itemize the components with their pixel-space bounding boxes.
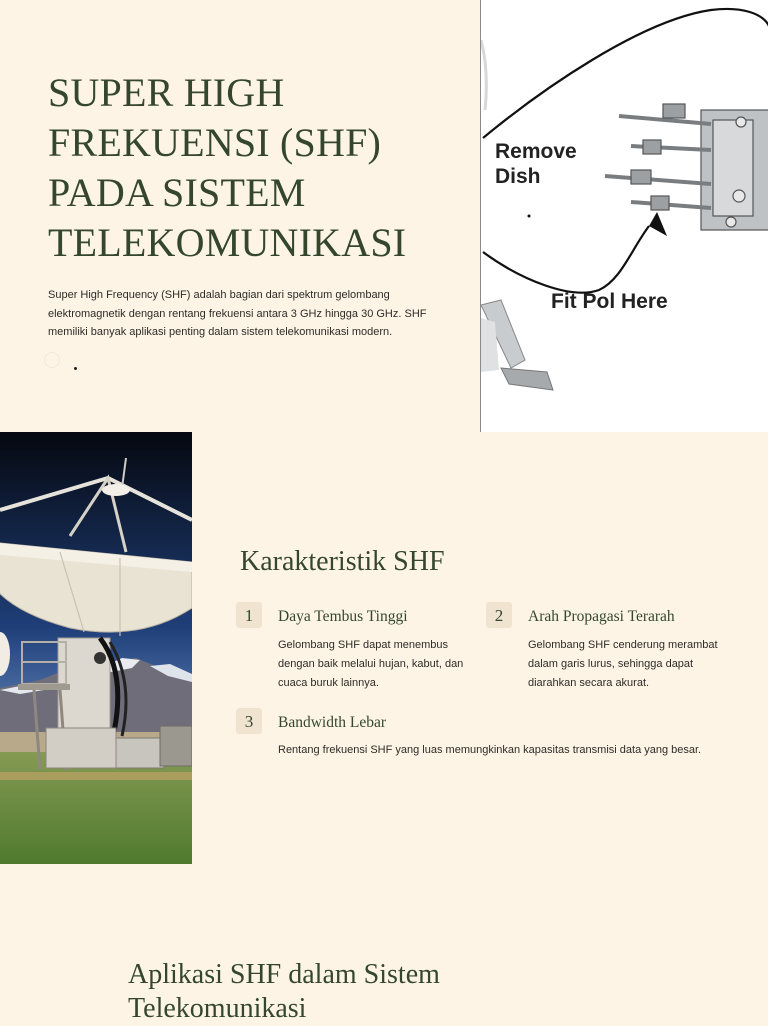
page-title [48,68,458,268]
fit-pol-label: Fit Pol Here [551,290,668,313]
title-line: TELEKOMUNIKASI [48,220,407,265]
heading-line: Telekomunikasi [128,993,307,1024]
feature-number-badge: 3 [236,708,262,734]
feature-title: Daya Tembus Tinggi [278,608,408,625]
dish-mount-drawing [481,0,768,432]
title-line: SUPER HIGH [48,70,285,115]
satellite-antenna-photo [0,432,192,864]
feature-description: Gelombang SHF cenderung merambat dalam garis lurus, sehingga dapat diarahkan secara akurat. [528,639,718,689]
feature-description: Gelombang SHF dapat menembus dengan baik melalui hujan, kabut, dan cuaca buruk lainnya. [278,639,464,689]
karakteristik-heading: Karakteristik SHF [240,546,445,577]
feature-description: Rentang frekuensi SHF yang luas memungkinkan kapasitas transmisi data yang besar. [278,744,702,756]
feature-number-badge: 1 [236,602,262,628]
feature-number-badge: 2 [486,602,512,628]
aplikasi-heading [128,958,548,1026]
antenna-illustration [0,432,192,864]
feature-title: Bandwidth Lebar [278,714,387,731]
remove-dish-label: Remove Dish [495,140,577,188]
slide-indicator [44,352,104,372]
title-line: PADA SISTEM [48,170,306,215]
heading-line: Aplikasi SHF dalam Sistem [128,959,440,990]
title-line: FREKUENSI (SHF) [48,120,382,165]
indicator-ring [44,352,60,368]
dish-mount-diagram-image [480,0,768,432]
feature-title: Arah Propagasi Terarah [528,608,675,625]
intro-paragraph: Super High Frequency (SHF) adalah bagian dari spektrum gelombang elektromagnetik dengan rentang frekuensi antara 3 GHz hingga 30 GHz. SHF memiliki banyak aplikasi penting dalam sistem telekomunikasi modern. [48,289,427,338]
indicator-dot [74,367,77,370]
